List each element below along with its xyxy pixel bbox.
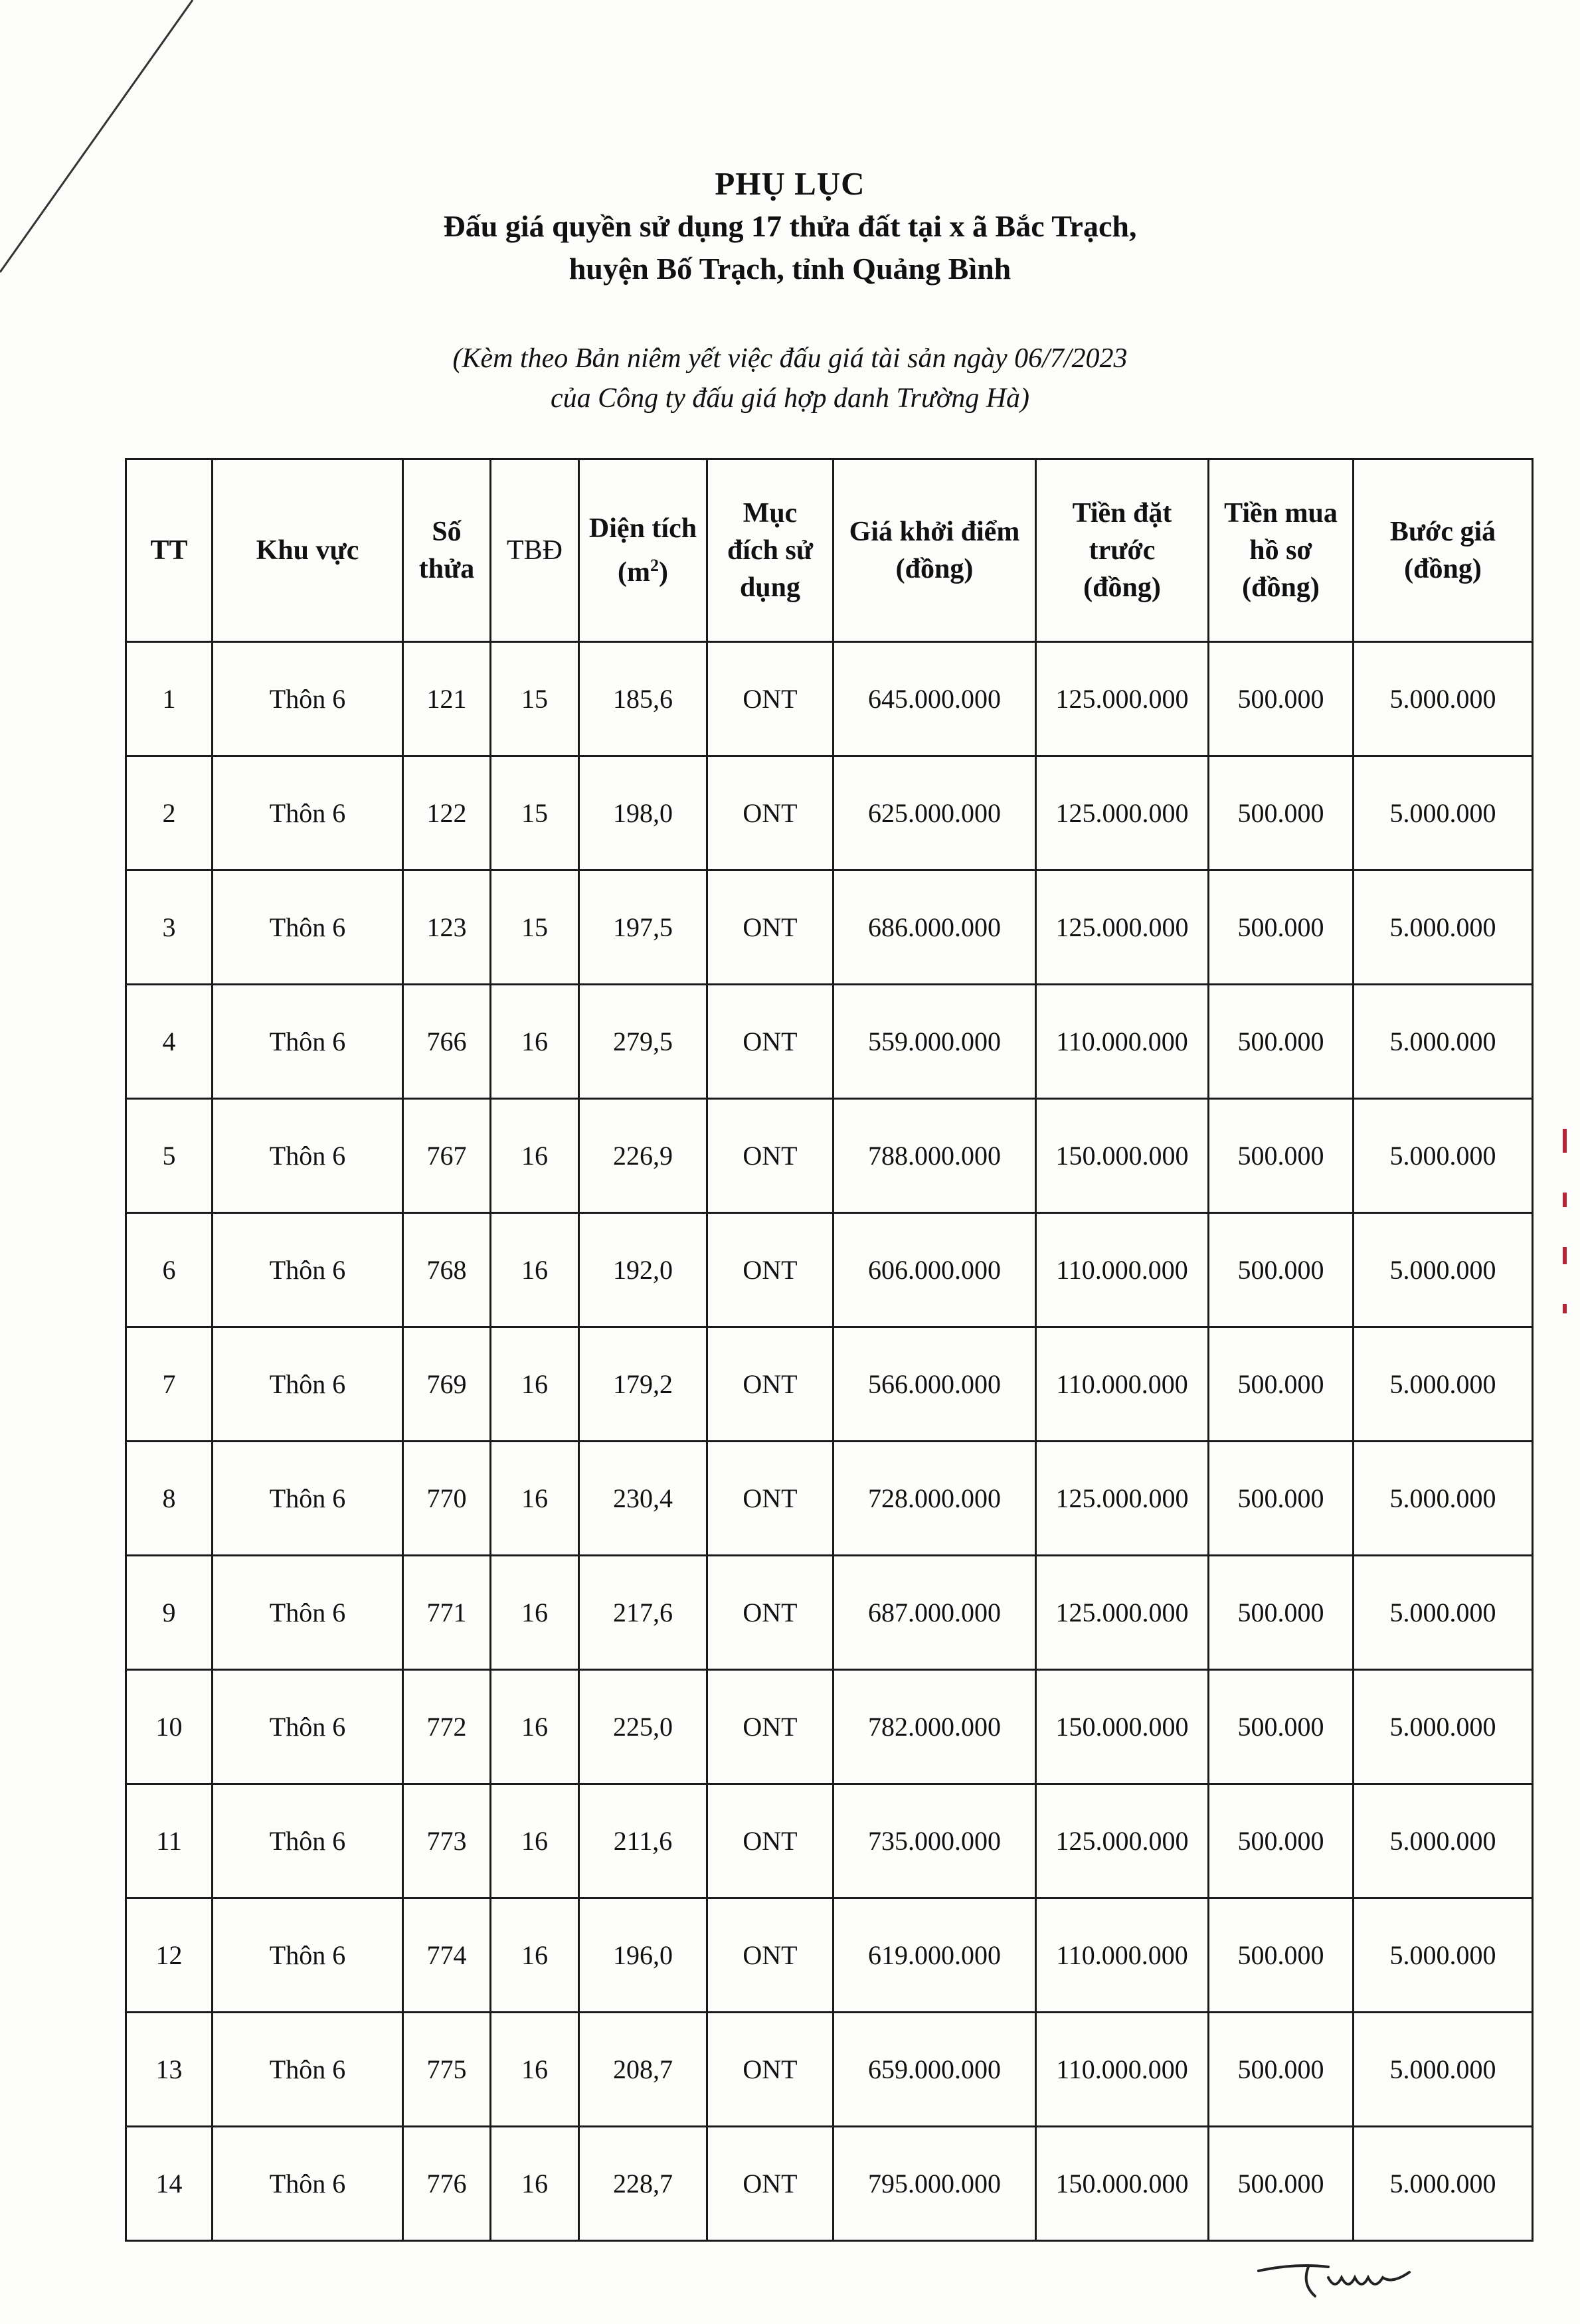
cell-tt: 4 xyxy=(126,985,213,1099)
cell-khu-vuc: Thôn 6 xyxy=(213,1327,403,1442)
cell-tien-dat-truoc: 150.000.000 xyxy=(1036,1670,1209,1784)
cell-muc-dich: ONT xyxy=(707,1099,834,1213)
cell-tien-dat-truoc: 125.000.000 xyxy=(1036,1442,1209,1556)
table-row xyxy=(126,1898,1533,2013)
cell-gia-khoi-diem: 728.000.000 xyxy=(834,1442,1036,1556)
cell-tien-mua-ho-so: 500.000 xyxy=(1209,1327,1354,1442)
cell-khu-vuc: Thôn 6 xyxy=(213,1556,403,1670)
table-row xyxy=(126,1670,1533,1784)
cell-khu-vuc: Thôn 6 xyxy=(213,1670,403,1784)
header-muc-dich: Mục đích sử dụng xyxy=(707,459,834,642)
cell-tbd: 15 xyxy=(491,642,579,756)
cell-dien-tich: 198,0 xyxy=(579,756,707,871)
cell-dien-tich: 197,5 xyxy=(579,871,707,985)
cell-khu-vuc: Thôn 6 xyxy=(213,1099,403,1213)
cell-muc-dich: ONT xyxy=(707,1442,834,1556)
cell-tt: 6 xyxy=(126,1213,213,1327)
cell-tien-mua-ho-so: 500.000 xyxy=(1209,1670,1354,1784)
cell-tien-dat-truoc: 125.000.000 xyxy=(1036,756,1209,871)
cell-tbd: 16 xyxy=(491,2013,579,2127)
cell-buoc-gia: 5.000.000 xyxy=(1354,985,1533,1099)
cell-tien-dat-truoc: 125.000.000 xyxy=(1036,1784,1209,1898)
cell-tien-dat-truoc: 125.000.000 xyxy=(1036,1556,1209,1670)
cell-dien-tich: 225,0 xyxy=(579,1670,707,1784)
cell-buoc-gia: 5.000.000 xyxy=(1354,756,1533,871)
cell-muc-dich: ONT xyxy=(707,1327,834,1442)
cell-tbd: 16 xyxy=(491,1442,579,1556)
header-buoc-gia: Bước giá (đồng) xyxy=(1354,459,1533,642)
cell-tien-mua-ho-so: 500.000 xyxy=(1209,1099,1354,1213)
table-row xyxy=(126,1442,1533,1556)
cell-so-thua: 767 xyxy=(403,1099,491,1213)
cell-khu-vuc: Thôn 6 xyxy=(213,1898,403,2013)
cell-tien-mua-ho-so: 500.000 xyxy=(1209,1213,1354,1327)
header-so-thua: Số thửa xyxy=(403,459,491,642)
cell-khu-vuc: Thôn 6 xyxy=(213,756,403,871)
cell-tt: 14 xyxy=(126,2127,213,2241)
table-row xyxy=(126,1556,1533,1670)
cell-tt: 8 xyxy=(126,1442,213,1556)
cell-muc-dich: ONT xyxy=(707,756,834,871)
cell-dien-tich: 279,5 xyxy=(579,985,707,1099)
cell-gia-khoi-diem: 566.000.000 xyxy=(834,1327,1036,1442)
cell-tt: 9 xyxy=(126,1556,213,1670)
cell-tien-mua-ho-so: 500.000 xyxy=(1209,2127,1354,2241)
cell-so-thua: 774 xyxy=(403,1898,491,2013)
cell-so-thua: 769 xyxy=(403,1327,491,1442)
header-tien-dat-truoc: Tiền đặt trước (đồng) xyxy=(1036,459,1209,642)
cell-muc-dich: ONT xyxy=(707,642,834,756)
table-row xyxy=(126,756,1533,871)
cell-gia-khoi-diem: 606.000.000 xyxy=(834,1213,1036,1327)
cell-tbd: 16 xyxy=(491,1556,579,1670)
cell-tien-dat-truoc: 110.000.000 xyxy=(1036,2013,1209,2127)
table-row xyxy=(126,985,1533,1099)
cell-so-thua: 775 xyxy=(403,2013,491,2127)
cell-dien-tich: 211,6 xyxy=(579,1784,707,1898)
table-row xyxy=(126,1099,1533,1213)
cell-muc-dich: ONT xyxy=(707,1556,834,1670)
table-row xyxy=(126,1213,1533,1327)
cell-tbd: 15 xyxy=(491,756,579,871)
cell-tien-mua-ho-so: 500.000 xyxy=(1209,1442,1354,1556)
cell-tbd: 15 xyxy=(491,871,579,985)
cell-tien-dat-truoc: 110.000.000 xyxy=(1036,1213,1209,1327)
cell-muc-dich: ONT xyxy=(707,985,834,1099)
cell-tien-dat-truoc: 110.000.000 xyxy=(1036,1898,1209,2013)
attachment-note-line-1: (Kèm theo Bản niêm yết việc đấu giá tài sản ngày 06/7/2023 xyxy=(452,343,1128,374)
stamp-edge-marks xyxy=(1558,1129,1571,1353)
cell-buoc-gia: 5.000.000 xyxy=(1354,1327,1533,1442)
auction-table xyxy=(125,458,1534,2242)
cell-so-thua: 770 xyxy=(403,1442,491,1556)
cell-tt: 7 xyxy=(126,1327,213,1442)
cell-khu-vuc: Thôn 6 xyxy=(213,2127,403,2241)
cell-dien-tich: 179,2 xyxy=(579,1327,707,1442)
cell-tt: 5 xyxy=(126,1099,213,1213)
cell-tien-mua-ho-so: 500.000 xyxy=(1209,1784,1354,1898)
handwritten-signature xyxy=(1255,2244,1428,2304)
cell-tbd: 16 xyxy=(491,1784,579,1898)
cell-so-thua: 766 xyxy=(403,985,491,1099)
cell-tien-mua-ho-so: 500.000 xyxy=(1209,871,1354,985)
cell-tien-dat-truoc: 150.000.000 xyxy=(1036,2127,1209,2241)
cell-muc-dich: ONT xyxy=(707,2013,834,2127)
cell-tt: 3 xyxy=(126,871,213,985)
cell-so-thua: 773 xyxy=(403,1784,491,1898)
table-body xyxy=(126,642,1533,2241)
table-row xyxy=(126,1327,1533,1442)
cell-buoc-gia: 5.000.000 xyxy=(1354,642,1533,756)
cell-dien-tich: 196,0 xyxy=(579,1898,707,2013)
cell-buoc-gia: 5.000.000 xyxy=(1354,1099,1533,1213)
cell-dien-tich: 192,0 xyxy=(579,1213,707,1327)
cell-gia-khoi-diem: 645.000.000 xyxy=(834,642,1036,756)
table-row xyxy=(126,642,1533,756)
cell-tien-mua-ho-so: 500.000 xyxy=(1209,756,1354,871)
cell-buoc-gia: 5.000.000 xyxy=(1354,1442,1533,1556)
cell-khu-vuc: Thôn 6 xyxy=(213,871,403,985)
cell-tt: 11 xyxy=(126,1784,213,1898)
cell-gia-khoi-diem: 625.000.000 xyxy=(834,756,1036,871)
cell-gia-khoi-diem: 559.000.000 xyxy=(834,985,1036,1099)
table-header-row xyxy=(126,459,1533,642)
header-tt: TT xyxy=(126,459,213,642)
cell-khu-vuc: Thôn 6 xyxy=(213,985,403,1099)
cell-buoc-gia: 5.000.000 xyxy=(1354,871,1533,985)
cell-tt: 2 xyxy=(126,756,213,871)
cell-so-thua: 772 xyxy=(403,1670,491,1784)
page-subtitle-line-1: Đấu giá quyền sử dụng 17 thửa đất tại x ã Bắc Trạch, xyxy=(443,209,1137,243)
cell-tbd: 16 xyxy=(491,985,579,1099)
cell-dien-tich: 217,6 xyxy=(579,1556,707,1670)
cell-tien-mua-ho-so: 500.000 xyxy=(1209,642,1354,756)
cell-tien-mua-ho-so: 500.000 xyxy=(1209,1556,1354,1670)
cell-gia-khoi-diem: 687.000.000 xyxy=(834,1556,1036,1670)
table-row xyxy=(126,1784,1533,1898)
attachment-note xyxy=(0,339,1580,418)
header-tien-mua-ho-so: Tiền mua hồ sơ (đồng) xyxy=(1209,459,1354,642)
cell-gia-khoi-diem: 782.000.000 xyxy=(834,1670,1036,1784)
cell-tien-dat-truoc: 150.000.000 xyxy=(1036,1099,1209,1213)
cell-gia-khoi-diem: 735.000.000 xyxy=(834,1784,1036,1898)
cell-dien-tich: 185,6 xyxy=(579,642,707,756)
cell-so-thua: 121 xyxy=(403,642,491,756)
cell-so-thua: 776 xyxy=(403,2127,491,2241)
cell-muc-dich: ONT xyxy=(707,1213,834,1327)
cell-tbd: 16 xyxy=(491,1099,579,1213)
cell-khu-vuc: Thôn 6 xyxy=(213,1213,403,1327)
header-dien-tich: Diện tích $(m^2)$ xyxy=(579,459,707,642)
cell-so-thua: 771 xyxy=(403,1556,491,1670)
cell-tien-dat-truoc: 110.000.000 xyxy=(1036,985,1209,1099)
cell-buoc-gia: 5.000.000 xyxy=(1354,1898,1533,2013)
table-row xyxy=(126,871,1533,985)
header-tbd: TBĐ xyxy=(491,459,579,642)
cell-tt: 12 xyxy=(126,1898,213,2013)
cell-muc-dich: ONT xyxy=(707,1784,834,1898)
cell-tien-dat-truoc: 125.000.000 xyxy=(1036,642,1209,756)
cell-gia-khoi-diem: 686.000.000 xyxy=(834,871,1036,985)
title-block xyxy=(0,163,1580,290)
cell-dien-tich: 228,7 xyxy=(579,2127,707,2241)
cell-gia-khoi-diem: 659.000.000 xyxy=(834,2013,1036,2127)
cell-so-thua: 768 xyxy=(403,1213,491,1327)
cell-tbd: 16 xyxy=(491,1327,579,1442)
cell-tien-dat-truoc: 110.000.000 xyxy=(1036,1327,1209,1442)
cell-so-thua: 123 xyxy=(403,871,491,985)
cell-khu-vuc: Thôn 6 xyxy=(213,1784,403,1898)
cell-tbd: 16 xyxy=(491,2127,579,2241)
cell-khu-vuc: Thôn 6 xyxy=(213,642,403,756)
cell-khu-vuc: Thôn 6 xyxy=(213,1442,403,1556)
cell-buoc-gia: 5.000.000 xyxy=(1354,1556,1533,1670)
table-row xyxy=(126,2127,1533,2241)
cell-muc-dich: ONT xyxy=(707,1898,834,2013)
cell-muc-dich: ONT xyxy=(707,2127,834,2241)
cell-tt: 10 xyxy=(126,1670,213,1784)
page-subtitle-line-2: huyện Bố Trạch, tỉnh Quảng Bình xyxy=(569,252,1011,286)
cell-gia-khoi-diem: 788.000.000 xyxy=(834,1099,1036,1213)
header-gia-khoi-diem: Giá khởi điểm (đồng) xyxy=(834,459,1036,642)
cell-dien-tich: 230,4 xyxy=(579,1442,707,1556)
cell-buoc-gia: 5.000.000 xyxy=(1354,1213,1533,1327)
cell-buoc-gia: 5.000.000 xyxy=(1354,2127,1533,2241)
cell-tbd: 16 xyxy=(491,1670,579,1784)
cell-so-thua: 122 xyxy=(403,756,491,871)
page-title: PHỤ LỤC xyxy=(715,165,865,202)
cell-tien-mua-ho-so: 500.000 xyxy=(1209,2013,1354,2127)
table-row xyxy=(126,2013,1533,2127)
cell-tien-mua-ho-so: 500.000 xyxy=(1209,985,1354,1099)
cell-tbd: 16 xyxy=(491,1213,579,1327)
cell-tt: 1 xyxy=(126,642,213,756)
cell-buoc-gia: 5.000.000 xyxy=(1354,2013,1533,2127)
cell-tien-dat-truoc: 125.000.000 xyxy=(1036,871,1209,985)
cell-gia-khoi-diem: 795.000.000 xyxy=(834,2127,1036,2241)
cell-tt: 13 xyxy=(126,2013,213,2127)
attachment-note-line-2: của Công ty đấu giá hợp danh Trường Hà) xyxy=(550,383,1030,414)
cell-dien-tich: 208,7 xyxy=(579,2013,707,2127)
cell-gia-khoi-diem: 619.000.000 xyxy=(834,1898,1036,2013)
cell-muc-dich: ONT xyxy=(707,871,834,985)
cell-tbd: 16 xyxy=(491,1898,579,2013)
cell-tien-mua-ho-so: 500.000 xyxy=(1209,1898,1354,2013)
cell-dien-tich: 226,9 xyxy=(579,1099,707,1213)
cell-khu-vuc: Thôn 6 xyxy=(213,2013,403,2127)
cell-muc-dich: ONT xyxy=(707,1670,834,1784)
header-khu-vuc: Khu vực xyxy=(213,459,403,642)
cell-buoc-gia: 5.000.000 xyxy=(1354,1670,1533,1784)
cell-buoc-gia: 5.000.000 xyxy=(1354,1784,1533,1898)
